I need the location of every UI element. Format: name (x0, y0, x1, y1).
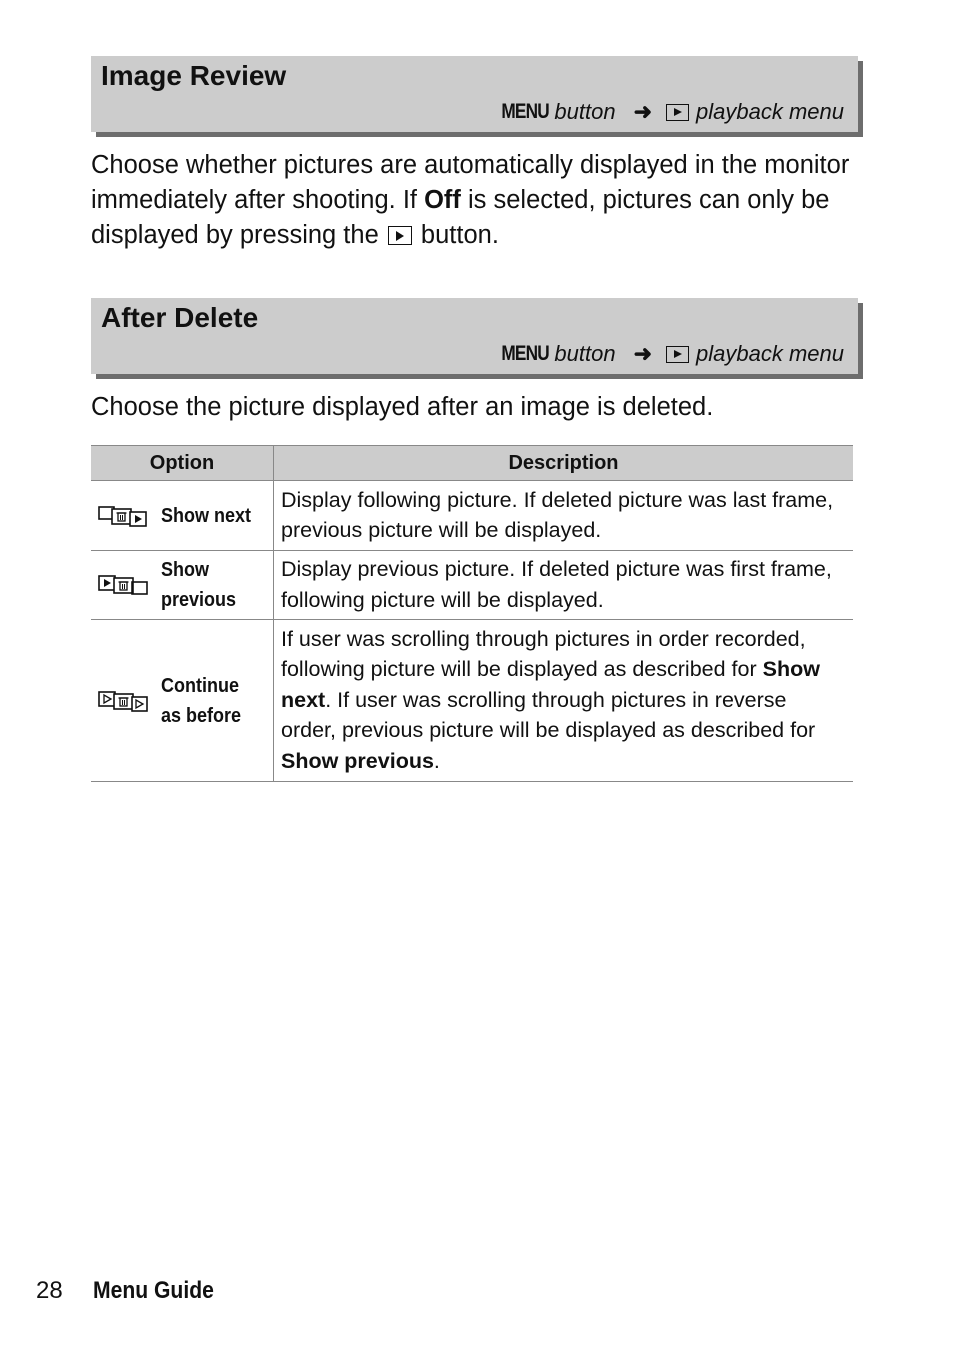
text-segment: . If user was scrolling through pictures in reverse order, previous picture will be displayed as described for (281, 687, 816, 743)
menu-name: playback menu (696, 99, 844, 124)
table-row (91, 620, 853, 782)
table-row (91, 551, 853, 620)
option-cell (91, 481, 274, 551)
option-description (274, 620, 854, 782)
section-header-after-delete (91, 298, 858, 374)
playback-icon (666, 104, 689, 121)
playback-button-icon (388, 226, 412, 245)
text-segment: If user was scrolling through pictures in order recorded, following picture will be displayed as described for (281, 626, 806, 682)
show-next-icon (97, 503, 151, 529)
section-title: Image Review (101, 60, 287, 91)
option-label: Continue as before (161, 674, 242, 727)
header-description: Description (274, 446, 854, 481)
option-label: Show previous (161, 559, 237, 611)
option-label: Show next (161, 504, 252, 527)
text-segment: Choose whether pictures are automatically displayed in the monitor immediately after shooting. If (91, 151, 850, 214)
image-review-description (91, 148, 861, 253)
option-description: Display previous picture. If deleted picture was first frame, following picture will be displayed. (274, 551, 854, 620)
option-description: Display following picture. If deleted picture was last frame, previous picture will be displayed. (274, 481, 854, 551)
table-row (91, 481, 853, 551)
option-cell (91, 620, 274, 782)
header-option: Option (91, 446, 274, 481)
menu-path (491, 99, 844, 125)
guide-name: Menu Guide (93, 1277, 215, 1304)
bold-off: Off (424, 186, 461, 214)
menu-key-label: MENU (500, 342, 549, 365)
menu-key-label: MENU (500, 100, 549, 123)
table-header-row (91, 446, 853, 481)
after-delete-description: Choose the picture displayed after an image is deleted. (91, 393, 714, 421)
show-previous-icon (97, 572, 151, 598)
arrow-icon: ➜ (633, 341, 653, 366)
section-header-image-review (91, 56, 858, 132)
page-footer (36, 1277, 231, 1305)
options-table (91, 445, 853, 782)
button-text: button (554, 99, 616, 124)
section-title: After Delete (101, 302, 259, 333)
text-segment: is selected, pictures can only be displayed by pressing the (91, 186, 830, 249)
continue-as-before-icon (97, 688, 151, 714)
text-segment: button. (413, 221, 499, 249)
bold-show-next: Show next (281, 657, 820, 712)
menu-name: playback menu (696, 341, 844, 366)
text-segment: . (433, 748, 440, 773)
playback-icon (666, 346, 689, 363)
arrow-icon: ➜ (633, 99, 653, 124)
bold-show-previous: Show previous (281, 748, 434, 773)
option-cell (91, 551, 274, 620)
menu-path (491, 341, 844, 367)
button-text: button (554, 341, 616, 366)
page-number: 28 (36, 1277, 63, 1304)
